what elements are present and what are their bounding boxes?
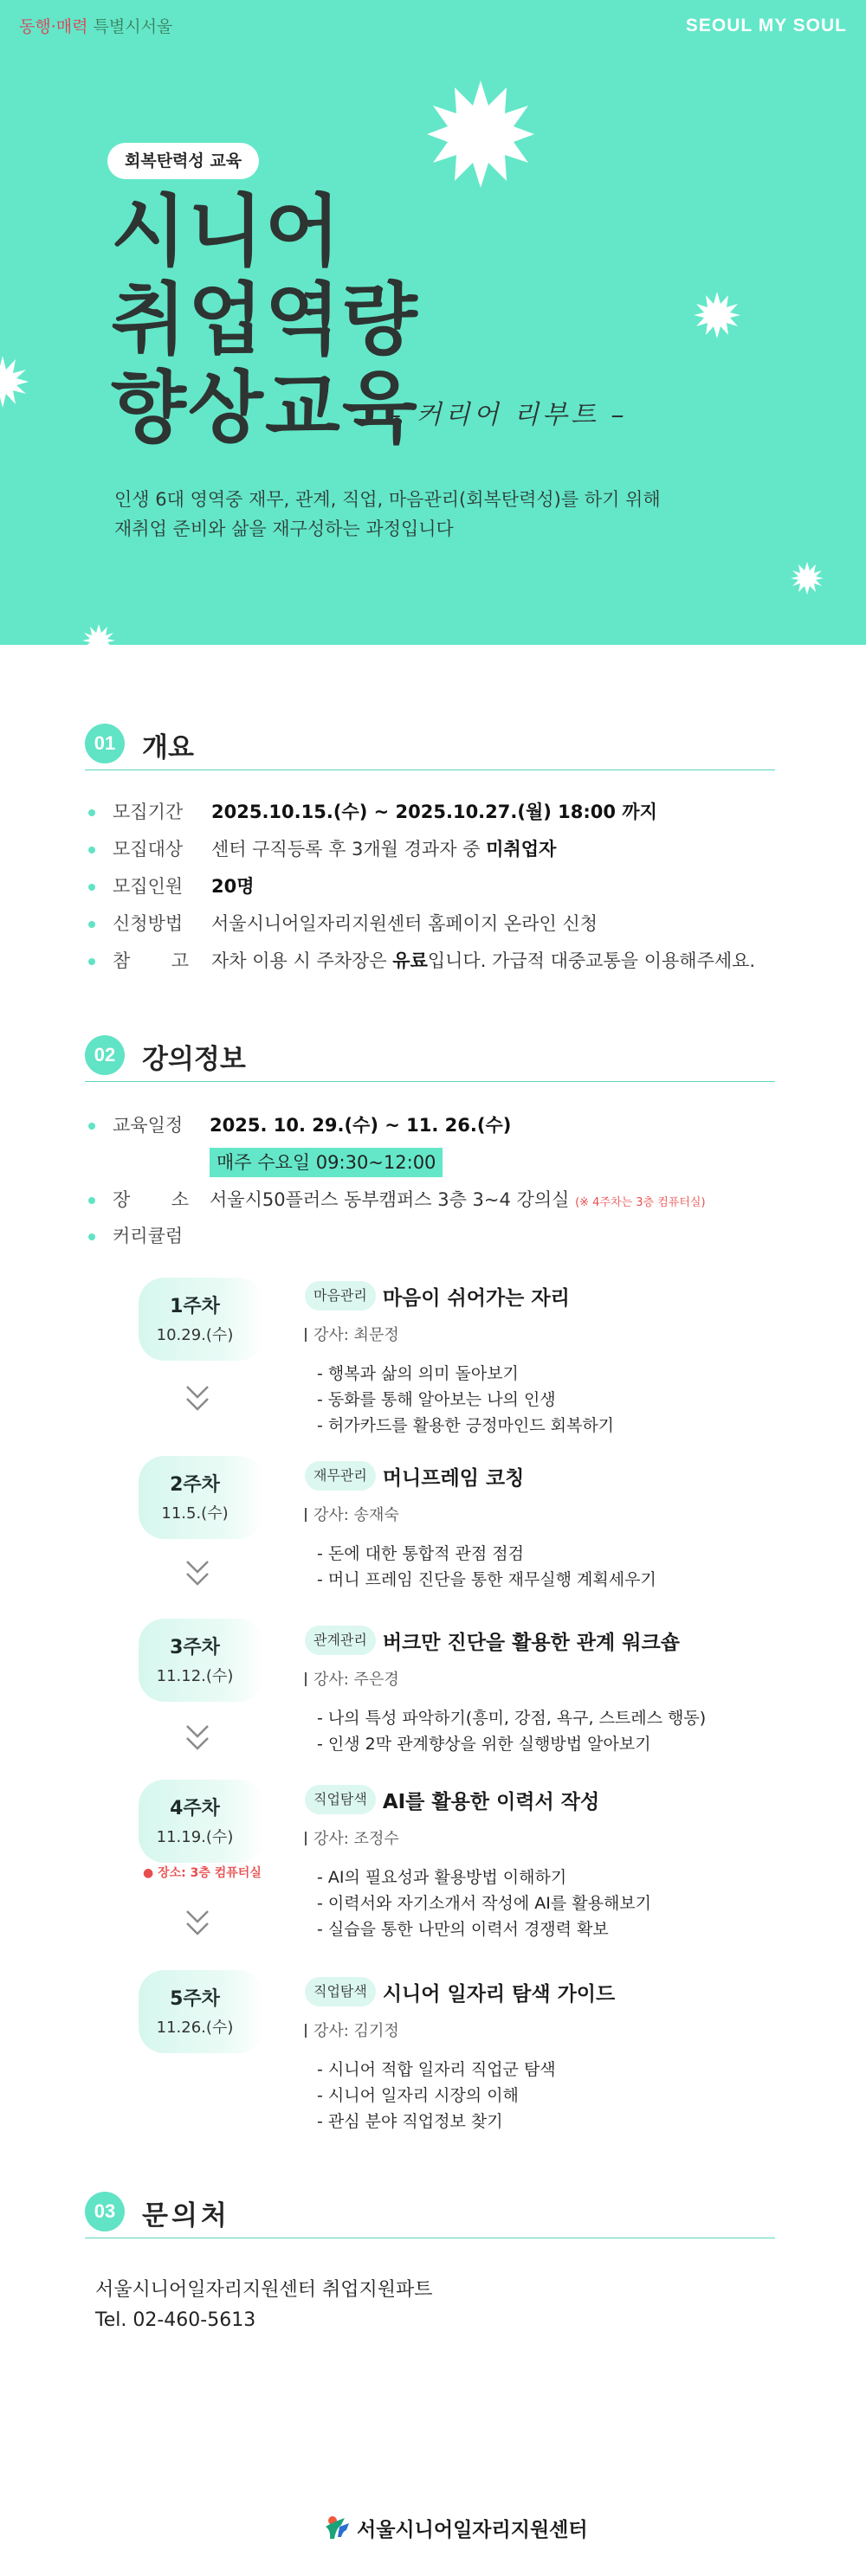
- divider-bar: [305, 1328, 307, 1342]
- info-value-text: 자차 이용 시 주차장은: [211, 950, 393, 971]
- bullet-dot: [88, 921, 95, 928]
- week-badge-5: [139, 1970, 264, 2053]
- label-char: 소: [171, 1189, 189, 1210]
- info-label: [113, 1186, 189, 1214]
- label-char: 참: [113, 950, 131, 971]
- starburst-icon: [424, 78, 537, 190]
- category-tag: 직업탐색: [305, 1785, 376, 1814]
- info-value-text: 입니다. 가급적 대중교통을 이용해주세요.: [427, 950, 756, 971]
- course-type-badge: 회복탄력성 교육: [107, 143, 259, 179]
- course-point: - 동화를 통해 알아보는 나의 인생: [317, 1390, 556, 1409]
- course-title: 마음이 쉬어가는 자리: [382, 1286, 570, 1310]
- course-1: [305, 1281, 790, 1439]
- lecturer-name: 강사: 최문정: [313, 1326, 399, 1344]
- lecturer: [305, 1826, 790, 1849]
- section-contact-header: [85, 2186, 775, 2238]
- divider-bar: [305, 2024, 307, 2038]
- info-label: 모집기간: [113, 802, 184, 822]
- center-logo-icon: [322, 2513, 352, 2542]
- info-value: [211, 835, 556, 863]
- info-value: 20명: [211, 876, 255, 897]
- course-points: [317, 1361, 790, 1439]
- starburst-left-icon: [0, 355, 29, 409]
- chevron-down-icon: [184, 1558, 210, 1589]
- course-points: [317, 1541, 790, 1593]
- info-value-text: 센터 구직등록 후 3개월 경과자 중: [211, 839, 487, 860]
- footer-logo: [322, 2510, 588, 2545]
- bullet-dot: [88, 958, 95, 965]
- bullet-dot: [88, 884, 95, 891]
- bullet-dot: [88, 847, 95, 853]
- week-date: 11.19.(수): [156, 1828, 234, 1846]
- week-date: 11.5.(수): [161, 1504, 229, 1523]
- seoul-slogan-logo: [19, 14, 172, 37]
- footer-org-name: 서울시니어일자리지원센터: [357, 2518, 588, 2541]
- category-tag: 마음관리: [305, 1281, 376, 1311]
- chevron-down-icon: [184, 1383, 210, 1414]
- course-3: [305, 1626, 790, 1757]
- course-points: [317, 2057, 790, 2135]
- category-tag: 재무관리: [305, 1461, 376, 1491]
- week-badge-2: [139, 1456, 264, 1539]
- schedule-time-highlight: 매주 수요일 09:30~12:00: [210, 1148, 443, 1177]
- lecturer-name: 강사: 김기정: [313, 2022, 399, 2040]
- section-number: 03: [85, 2192, 125, 2231]
- week-badge-3: [139, 1619, 264, 1702]
- divider-bar: [305, 1672, 307, 1686]
- starburst-small-icon: [693, 291, 741, 339]
- course-point: - 시니어 적합 일자리 직업군 탐색: [317, 2060, 556, 2079]
- seoul-my-soul-logo: SEOUL MY SOUL: [685, 16, 847, 35]
- section-title: 문의처: [142, 2200, 230, 2231]
- lecturer-name: 강사: 송재숙: [313, 1506, 399, 1524]
- week-number: 3주차: [170, 1637, 220, 1658]
- section-number: 02: [85, 1035, 125, 1075]
- divider-bar: [305, 1508, 307, 1522]
- hero-subtitle: – 커리어 리부트 –: [388, 400, 628, 430]
- course-point: - 허가카드를 활용한 긍정마인드 회복하기: [317, 1416, 615, 1435]
- hero-banner: [0, 0, 866, 645]
- course-point: - 시니어 일자리 시장의 이해: [317, 2086, 519, 2105]
- course-point: - 나의 특성 파악하기(흥미, 강점, 욕구, 스트레스 행동): [317, 1709, 707, 1728]
- section-overview-header: [85, 718, 775, 770]
- section-number: 01: [85, 724, 125, 763]
- course-point: - 머니 프레임 진단을 통한 재무실행 계획세우기: [317, 1570, 656, 1589]
- week-badge-4: [139, 1780, 264, 1863]
- lecturer: [305, 2019, 790, 2041]
- course-title: 버크만 진단을 활용한 관계 워크숍: [382, 1631, 680, 1654]
- course-4: [305, 1785, 790, 1942]
- info-value: [211, 947, 755, 975]
- info-value-bold: 유료: [392, 950, 428, 971]
- logo-text-2: 특별시서울: [93, 17, 173, 36]
- starburst-bottom-icon: [81, 623, 116, 645]
- contact-phone: Tel. 02-460-5613: [95, 2309, 256, 2331]
- hero-title-line-2: 취업역량: [111, 274, 419, 365]
- chevron-down-icon: [184, 1723, 210, 1754]
- info-label: 커리큘럼: [113, 1226, 184, 1246]
- bullet-dot: [88, 809, 95, 816]
- hero-desc-line-2: 재취업 준비와 삶을 재구성하는 과정입니다: [114, 518, 454, 539]
- label-char: 고: [171, 950, 189, 971]
- week-number: 1주차: [170, 1296, 220, 1317]
- hero-title-line-1: 시니어: [111, 186, 342, 277]
- label-char: 장: [113, 1189, 131, 1210]
- info-label: 교육일정: [113, 1115, 184, 1136]
- course-point: - 인생 2막 관계향상을 위한 실행방법 알아보기: [317, 1735, 651, 1754]
- divider-bar: [305, 1832, 307, 1845]
- course-point: - 행복과 삶의 의미 돌아보기: [317, 1364, 519, 1383]
- info-label: 모집대상: [113, 839, 184, 860]
- course-point: - 실습을 통한 나만의 이력서 경쟁력 확보: [317, 1920, 609, 1939]
- starburst-right-icon: [790, 561, 824, 596]
- course-point: - 관심 분야 직업정보 찾기: [317, 2112, 503, 2131]
- course-points: [317, 1705, 790, 1757]
- bullet-dot: [88, 1197, 95, 1204]
- section-lecture-header: [85, 1030, 775, 1082]
- bullet-dot: [88, 1233, 95, 1240]
- info-value-bold: 미취업자: [486, 839, 557, 860]
- info-label: 신청방법: [113, 913, 184, 934]
- lecturer-name: 강사: 주은경: [313, 1671, 399, 1689]
- info-value: 2025.10.15.(수) ~ 2025.10.27.(월) 18:00 까지: [211, 802, 657, 822]
- category-tag: 관계관리: [305, 1626, 376, 1655]
- course-title: 시니어 일자리 탐색 가이드: [382, 1982, 616, 2006]
- course-5: [305, 1977, 790, 2135]
- hero-title-line-3: 향상교육: [111, 363, 419, 454]
- course-2: [305, 1461, 790, 1593]
- room-note: ● 장소: 3층 컴퓨터실: [143, 1866, 262, 1880]
- bullet-dot: [88, 1123, 95, 1130]
- section-title: 개요: [142, 732, 194, 763]
- course-points: [317, 1864, 790, 1942]
- course-point: - 돈에 대한 통합적 관점 점검: [317, 1544, 524, 1563]
- week-date: 11.12.(수): [156, 1667, 234, 1685]
- chevron-down-icon: [184, 1908, 210, 1939]
- hero-description: [114, 485, 661, 544]
- lecturer: [305, 1503, 790, 1525]
- logo-text-1: 동행·매력: [19, 17, 88, 36]
- place-note: (※ 4주차는 3층 컴퓨터실): [575, 1196, 706, 1209]
- info-value: [210, 1186, 706, 1217]
- week-date: 11.26.(수): [156, 2019, 234, 2037]
- lecturer-name: 강사: 조정수: [313, 1830, 399, 1848]
- week-number: 2주차: [170, 1474, 220, 1496]
- week-number: 4주차: [170, 1798, 220, 1819]
- category-tag: 직업탐색: [305, 1977, 376, 2006]
- course-title: 머니프레임 코칭: [382, 1466, 525, 1490]
- hero-title: [111, 186, 419, 454]
- course-title: AI를 활용한 이력서 작성: [382, 1790, 600, 1813]
- week-number: 5주차: [170, 1988, 220, 2010]
- week-badge-1: [139, 1278, 264, 1361]
- lecturer: [305, 1323, 790, 1345]
- course-point: - 이력서와 자기소개서 작성에 AI를 활용해보기: [317, 1894, 652, 1913]
- contact-org: 서울시니어일자리지원센터 취업지원파트: [95, 2279, 433, 2301]
- info-value: 서울시니어일자리지원센터 홈페이지 온라인 신청: [211, 913, 598, 934]
- hero-desc-line-1: 인생 6대 영역중 재무, 관계, 직업, 마음관리(회복탄력성)를 하기 위해: [114, 489, 661, 510]
- info-label: 모집인원: [113, 876, 184, 897]
- info-label: [113, 947, 189, 975]
- section-title: 강의정보: [142, 1044, 246, 1075]
- lecturer: [305, 1667, 790, 1690]
- course-point: - AI의 필요성과 활용방법 이해하기: [317, 1868, 567, 1887]
- info-value: 2025. 10. 29.(수) ~ 11. 26.(수): [210, 1115, 512, 1136]
- week-date: 10.29.(수): [156, 1326, 234, 1344]
- place-text: 서울시50플러스 동부캠퍼스 3층 3~4 강의실: [210, 1189, 570, 1210]
